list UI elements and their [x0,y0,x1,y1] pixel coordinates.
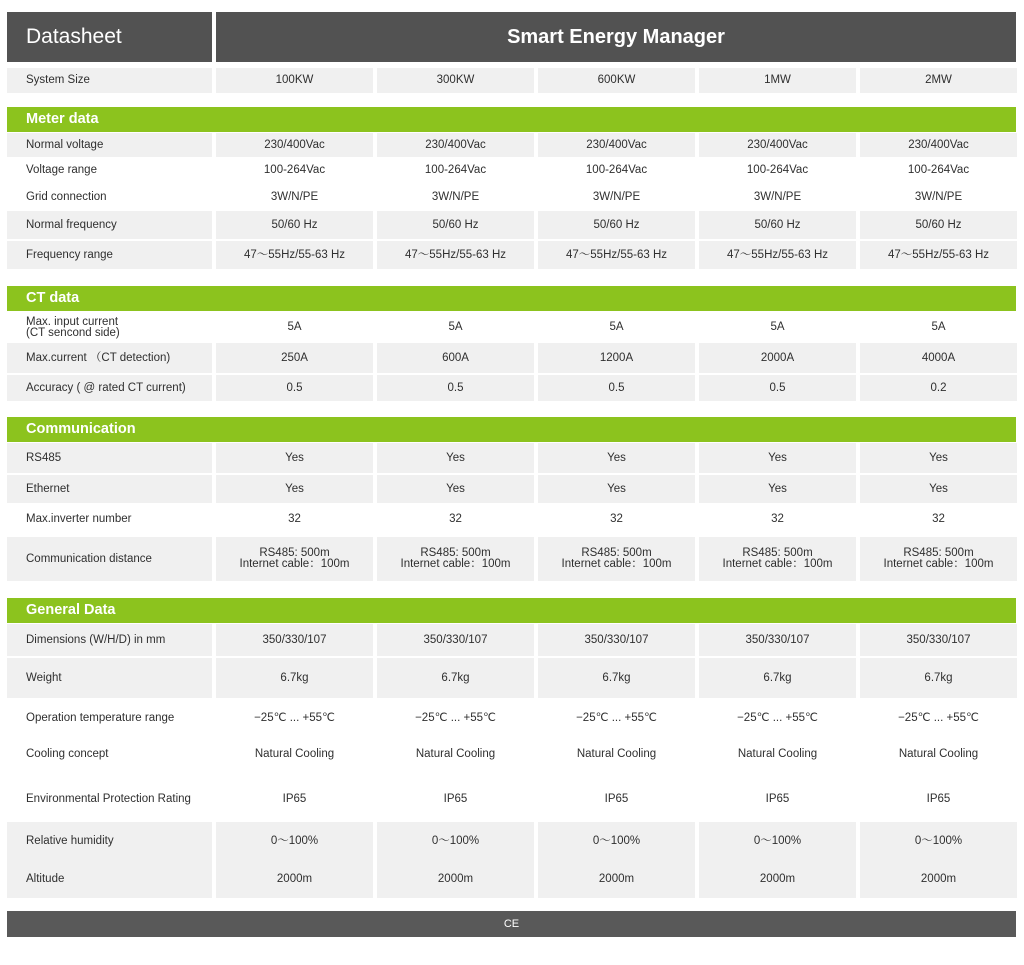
cell: 600A [377,343,534,373]
cell: 50/60 Hz [377,211,534,239]
row-label: Operation temperature range [7,698,212,738]
cell-line1: RS485: 500m [903,547,974,559]
row-label: Dimensions (W/H/D) in mm [7,624,212,656]
row-label: Weight [7,658,212,698]
row-label: Relative humidity [7,822,212,860]
cell: 3W/N/PE [860,183,1017,211]
cell-line1: RS485: 500m [581,547,652,559]
cell: −25℃ ... +55℃ [538,698,695,738]
cell: Natural Cooling [699,738,856,770]
cell [377,537,534,581]
cell: IP65 [860,776,1017,822]
cell: 5A [377,312,534,343]
table-row [7,537,1016,581]
cell: 6.7kg [216,658,373,698]
cell: 6.7kg [538,658,695,698]
table-row [7,738,1016,770]
system-size-2mw: 2MW [860,68,1017,93]
cell: Yes [538,475,695,503]
section-header-general-data: General Data [7,598,1016,623]
cell: 230/400Vac [538,133,695,157]
cell-line1: RS485: 500m [259,547,330,559]
row-label [7,312,212,343]
cell: 100-264Vac [216,157,373,183]
section-header-ct-data: CT data [7,286,1016,311]
cell: 2000m [216,860,373,898]
table-row [7,343,1016,373]
cell-line2: Internet cable：100m [239,558,350,570]
cell [538,537,695,581]
cell: −25℃ ... +55℃ [377,698,534,738]
cell: 50/60 Hz [216,211,373,239]
table-row [7,443,1016,473]
row-label: Voltage range [7,157,212,183]
cell-line2: Internet cable：100m [722,558,833,570]
cell: 32 [216,503,373,535]
cell: 230/400Vac [216,133,373,157]
row-label: Accuracy ( @ rated CT current) [7,375,212,401]
cell: 2000m [377,860,534,898]
cell: 350/330/107 [860,624,1017,656]
section-header-communication: Communication [7,417,1016,442]
cell [699,537,856,581]
cell: 6.7kg [377,658,534,698]
cell: 1200A [538,343,695,373]
row-label: Normal voltage [7,133,212,157]
cell: 2000m [699,860,856,898]
cell: Yes [377,475,534,503]
row-label: Normal frequency [7,211,212,239]
table-row [7,776,1016,822]
cell: 6.7kg [699,658,856,698]
cell: 47～55Hz/55-63 Hz [699,241,856,269]
cell: IP65 [699,776,856,822]
cell: 0.5 [216,375,373,401]
cell: Yes [860,443,1017,473]
row-label: Max.inverter number [7,503,212,535]
cell: 0～100% [216,822,373,860]
cell: IP65 [377,776,534,822]
cell: 50/60 Hz [699,211,856,239]
cell-line1: RS485: 500m [420,547,491,559]
cell: Natural Cooling [538,738,695,770]
cell: 0～100% [377,822,534,860]
cell [216,537,373,581]
row-label-line2: (CT sencond side) [26,326,120,339]
cell: Yes [377,443,534,473]
table-row [7,698,1016,738]
table-row [7,312,1016,343]
cell: IP65 [216,776,373,822]
row-label-line1: Max. input current [26,315,119,328]
datasheet-header [7,12,1016,62]
cell: −25℃ ... +55℃ [699,698,856,738]
cell: 100-264Vac [377,157,534,183]
cell: Yes [216,443,373,473]
cell: 0～100% [699,822,856,860]
table-row [7,503,1016,535]
cell: 100-264Vac [538,157,695,183]
table-row-system-size [7,68,1016,93]
cell: 50/60 Hz [860,211,1017,239]
cell: 5A [216,312,373,343]
table-row [7,375,1016,401]
cell: 3W/N/PE [216,183,373,211]
cell: 0.5 [377,375,534,401]
cell: Natural Cooling [377,738,534,770]
table-row [7,475,1016,503]
cell: 230/400Vac [860,133,1017,157]
cell: 350/330/107 [377,624,534,656]
row-label: Environmental Protection Rating [7,776,212,822]
cell: Yes [699,443,856,473]
row-label: Ethernet [7,475,212,503]
cell: 4000A [860,343,1017,373]
table-row [7,211,1016,239]
cell: 100-264Vac [699,157,856,183]
section-header-meter-data: Meter data [7,107,1016,132]
cell: 3W/N/PE [377,183,534,211]
table-row [7,183,1016,211]
cell: 350/330/107 [699,624,856,656]
cell: 6.7kg [860,658,1017,698]
cell [860,537,1017,581]
cell: 0.5 [699,375,856,401]
cell: −25℃ ... +55℃ [860,698,1017,738]
table-row [7,241,1016,269]
cell: 230/400Vac [377,133,534,157]
cell: 0.5 [538,375,695,401]
row-label: Altitude [7,860,212,898]
cell-line1: RS485: 500m [742,547,813,559]
product-title: Smart Energy Manager [216,12,1016,62]
cell: 100-264Vac [860,157,1017,183]
system-size-600kw: 600KW [538,68,695,93]
row-label: RS485 [7,443,212,473]
cell-line2: Internet cable：100m [883,558,994,570]
table-row [7,658,1016,698]
cell-line2: Internet cable：100m [561,558,672,570]
cell: 350/330/107 [216,624,373,656]
table-row [7,860,1016,898]
cell: 47～55Hz/55-63 Hz [538,241,695,269]
row-label: System Size [7,68,212,93]
row-label: Max.current （CT detection) [7,343,212,373]
table-row [7,133,1016,157]
cell: 32 [377,503,534,535]
table-row [7,624,1016,656]
cell: Yes [699,475,856,503]
cell: Natural Cooling [860,738,1017,770]
cell: 2000m [860,860,1017,898]
cell: Yes [216,475,373,503]
system-size-300kw: 300KW [377,68,534,93]
cell: −25℃ ... +55℃ [216,698,373,738]
cell: 5A [699,312,856,343]
system-size-1mw: 1MW [699,68,856,93]
cell: Natural Cooling [216,738,373,770]
datasheet-title: Datasheet [7,12,212,62]
cell: 230/400Vac [699,133,856,157]
cell: 47～55Hz/55-63 Hz [860,241,1017,269]
cell-line2: Internet cable：100m [400,558,511,570]
cell: 3W/N/PE [699,183,856,211]
row-label: Cooling concept [7,738,212,770]
row-label: Frequency range [7,241,212,269]
cell: 0～100% [860,822,1017,860]
cell: 250A [216,343,373,373]
cell: 50/60 Hz [538,211,695,239]
cell: Yes [538,443,695,473]
cell: 0～100% [538,822,695,860]
cell: 47～55Hz/55-63 Hz [377,241,534,269]
cell: Yes [860,475,1017,503]
table-row [7,157,1016,183]
cell: 2000A [699,343,856,373]
table-row [7,822,1016,860]
cell: 32 [699,503,856,535]
cell: 32 [538,503,695,535]
cell: 3W/N/PE [538,183,695,211]
cell: 0.2 [860,375,1017,401]
cell: 47～55Hz/55-63 Hz [216,241,373,269]
cell: 350/330/107 [538,624,695,656]
cell: IP65 [538,776,695,822]
cell: 32 [860,503,1017,535]
cell: 5A [860,312,1017,343]
system-size-100kw: 100KW [216,68,373,93]
cell: 5A [538,312,695,343]
row-label: Communication distance [7,537,212,581]
certification-footer: CE [7,911,1016,937]
row-label: Grid connection [7,183,212,211]
cell: 2000m [538,860,695,898]
